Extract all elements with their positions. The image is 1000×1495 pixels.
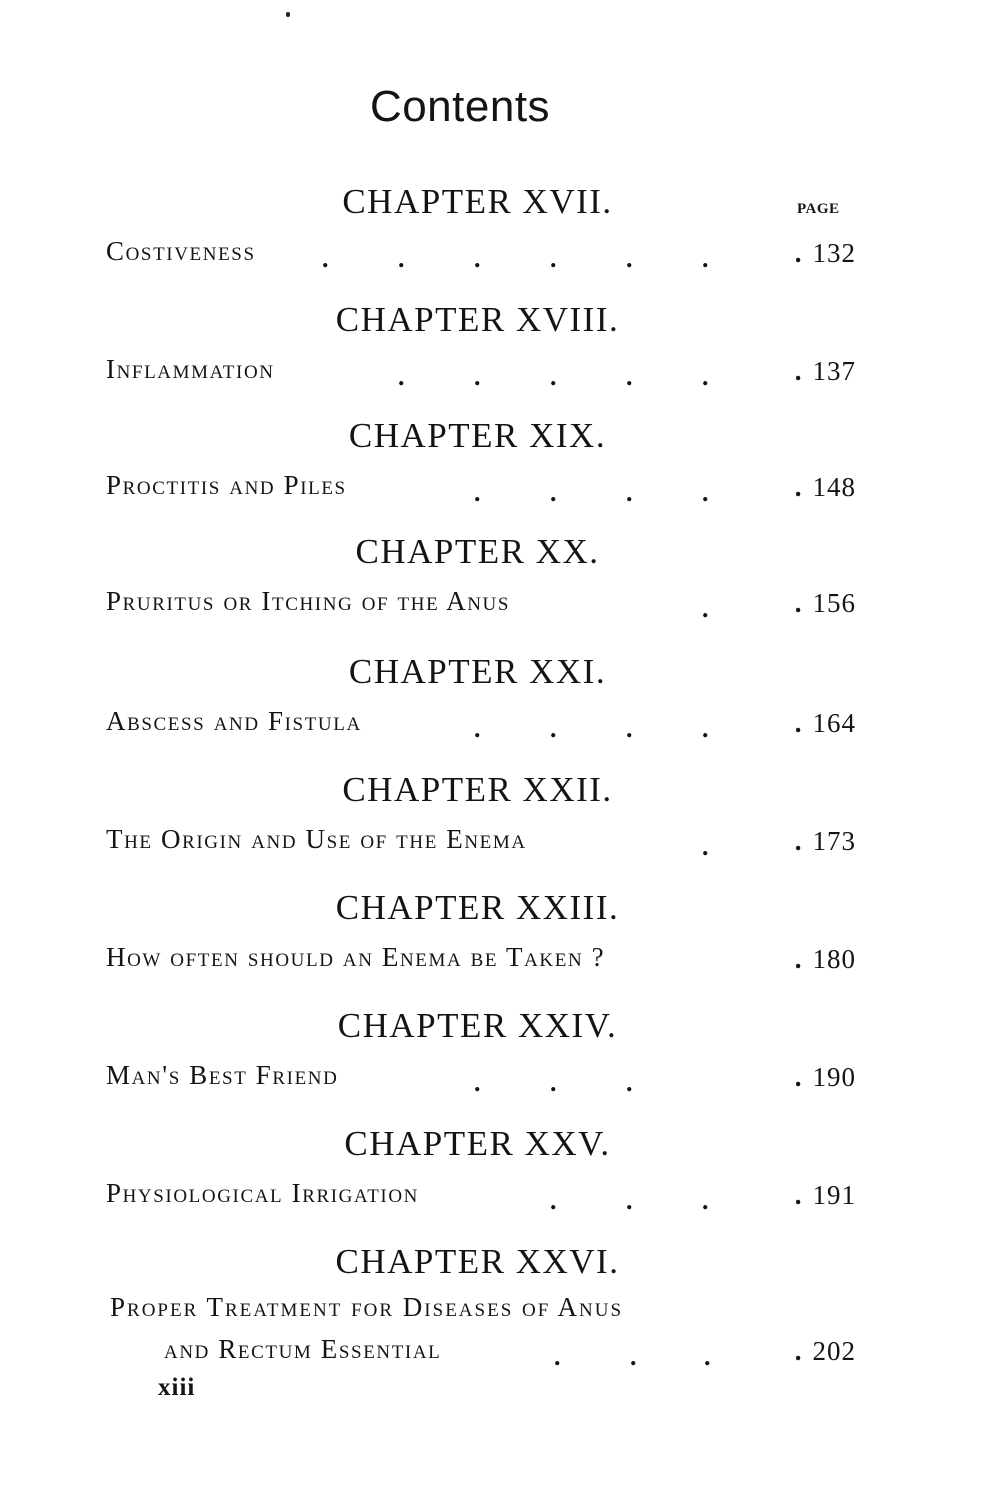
entry-page-number: 164 (812, 708, 856, 738)
entry-title: Pruritus or Itching of the Anus (106, 586, 511, 616)
entry-page-number: 202 (812, 1336, 856, 1366)
entry-page-number: 148 (812, 472, 856, 502)
chapter-heading: CHAPTER XXII. (342, 770, 613, 809)
entry-title: How often should an Enema be Taken ? (106, 942, 606, 972)
toc-entry[interactable]: Proctitis and Piles . . . . . 148 (106, 470, 856, 507)
toc-entry[interactable]: How often should an Enema be Taken ? . 180 (106, 942, 856, 974)
chapter-heading: CHAPTER XXIII. (335, 888, 620, 927)
entry-title: Abscess and Fistula (106, 706, 362, 736)
chapter-heading: CHAPTER XXI. (348, 652, 607, 691)
page-column-label: PAGE (797, 201, 840, 217)
page-folio: xiii (158, 1374, 196, 1401)
print-speck (286, 12, 290, 17)
entry-title: Physiological Irrigation (106, 1178, 419, 1208)
toc-entry[interactable]: Man's Best Friend . . . . 190 (106, 1060, 856, 1097)
entry-page-number: 191 (812, 1180, 856, 1210)
entry-page-number: 156 (812, 588, 856, 618)
toc-entry[interactable]: Physiological Irrigation . . . . 191 (106, 1178, 856, 1215)
toc-entry[interactable]: Costiveness . . . . . . . 132 (106, 236, 856, 273)
entry-title: Man's Best Friend (106, 1060, 339, 1090)
chapter-heading: CHAPTER XX. (355, 532, 600, 571)
entry-page-number: 137 (812, 356, 856, 386)
entry-title: Inflammation (106, 354, 275, 384)
entry-title-line-2: and Rectum Essential (164, 1334, 442, 1364)
toc-entry[interactable]: Abscess and Fistula . . . . . 164 (106, 706, 856, 743)
toc-entry[interactable]: and Rectum Essential . . . . 202 (164, 1334, 856, 1371)
chapter-heading: CHAPTER XXIV. (337, 1006, 618, 1045)
entry-page-number: 180 (812, 944, 856, 974)
chapter-heading: CHAPTER XVII. (342, 182, 613, 221)
entry-title: Proctitis and Piles (106, 470, 347, 500)
entry-page-number: 132 (812, 238, 856, 268)
entry-title: Costiveness (106, 236, 256, 266)
toc-entry[interactable]: The Origin and Use of the Enema . . 173 (106, 824, 856, 861)
chapter-heading: CHAPTER XXVI. (335, 1242, 620, 1281)
chapter-heading: CHAPTER XIX. (348, 416, 607, 455)
entry-title-line-1[interactable]: Proper Treatment for Diseases of Anus (110, 1292, 624, 1322)
entry-page-number: 173 (812, 826, 856, 856)
toc-entry[interactable]: Pruritus or Itching of the Anus . . 156 (106, 586, 856, 623)
chapter-heading: CHAPTER XXV. (344, 1124, 611, 1163)
entry-page-number: 190 (812, 1062, 856, 1092)
entry-title: The Origin and Use of the Enema (106, 824, 527, 854)
toc-entry[interactable]: Inflammation . . . . . . 137 (106, 354, 856, 391)
chapter-heading: CHAPTER XVIII. (335, 300, 620, 339)
page-title: Contents (369, 82, 551, 131)
